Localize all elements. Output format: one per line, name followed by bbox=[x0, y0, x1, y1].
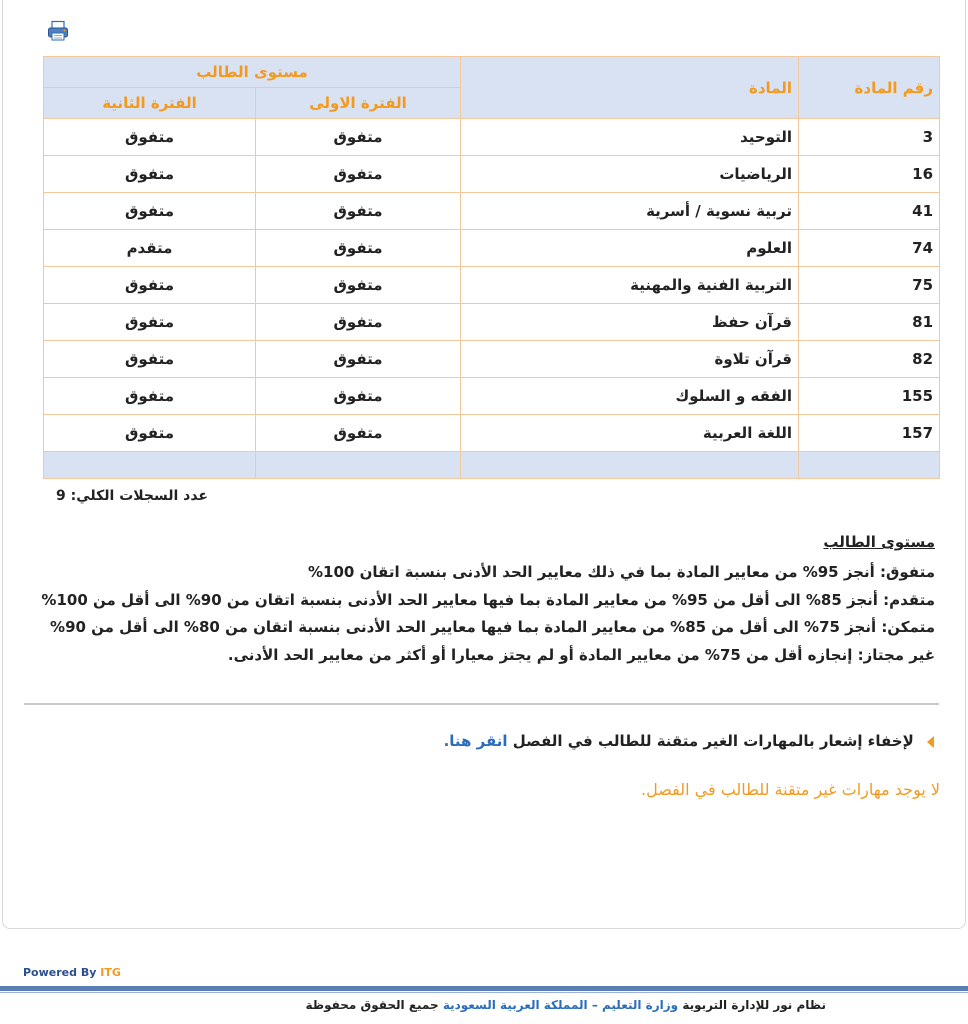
subject-cell: التوحيد bbox=[461, 119, 799, 156]
period-1-cell: متفوق bbox=[256, 156, 461, 193]
hide-skills-link[interactable]: انقر هنا. bbox=[443, 732, 508, 750]
header-period-2: الفترة الثانية bbox=[44, 88, 256, 119]
period-2-cell: متفوق bbox=[44, 119, 256, 156]
period-1-cell: متفوق bbox=[256, 304, 461, 341]
footer-bar bbox=[0, 986, 968, 991]
period-1-cell: متفوق bbox=[256, 341, 461, 378]
table-row bbox=[44, 304, 940, 341]
itg-logo[interactable]: ITG bbox=[100, 966, 121, 979]
period-2-cell: متفوق bbox=[44, 341, 256, 378]
subject-number-cell: 157 bbox=[799, 415, 940, 452]
subject-number-cell: 3 bbox=[799, 119, 940, 156]
hide-skills-text: لإخفاء إشعار بالمهارات الغير متقنة للطالب في الفصل bbox=[512, 732, 914, 750]
table-row bbox=[44, 230, 940, 267]
period-1-cell: متفوق bbox=[256, 119, 461, 156]
subject-cell: الفقه و السلوك bbox=[461, 378, 799, 415]
subject-cell: التربية الفنية والمهنية bbox=[461, 267, 799, 304]
print-icon[interactable] bbox=[47, 20, 69, 42]
table-row bbox=[44, 156, 940, 193]
period-2-cell: متفوق bbox=[44, 378, 256, 415]
legend-line: متمكن: أنجز 75% الى أقل من 85% من معايير المادة بما فيها معايير الحد الأدنى بنسبة اتقان من 80% الى أقل من 90% bbox=[50, 618, 935, 636]
period-2-cell: متفوق bbox=[44, 415, 256, 452]
period-1-cell: متفوق bbox=[256, 415, 461, 452]
subject-number-cell: 75 bbox=[799, 267, 940, 304]
table-row bbox=[44, 193, 940, 230]
grades-table bbox=[43, 56, 940, 479]
subject-cell: اللغة العربية bbox=[461, 415, 799, 452]
record-count-value: 9 bbox=[56, 488, 66, 504]
subject-cell: تربية نسوية / أسرية bbox=[461, 193, 799, 230]
subject-number-cell: 82 bbox=[799, 341, 940, 378]
period-2-cell: متفوق bbox=[44, 156, 256, 193]
footer-bar-thin bbox=[0, 992, 968, 993]
subject-cell: قرآن حفظ bbox=[461, 304, 799, 341]
powered-by bbox=[23, 966, 121, 979]
copyright bbox=[306, 998, 827, 1012]
subject-number-cell: 81 bbox=[799, 304, 940, 341]
level-legend bbox=[35, 533, 935, 669]
period-1-cell: متفوق bbox=[256, 267, 461, 304]
period-1-cell: متفوق bbox=[256, 378, 461, 415]
legend-line: غير مجتاز: إنجازه أقل من 75% من معايير المادة أو لم يجتز معيارا أو أكثر من معايير الحد الأدنى. bbox=[227, 645, 935, 664]
period-1-cell: متفوق bbox=[256, 193, 461, 230]
period-2-cell: متفوق bbox=[44, 193, 256, 230]
period-1-cell: متفوق bbox=[256, 230, 461, 267]
subject-number-cell: 41 bbox=[799, 193, 940, 230]
subject-cell: قرآن تلاوة bbox=[461, 341, 799, 378]
table-row bbox=[44, 378, 940, 415]
legend-line: متفوق: أنجز 95% من معايير المادة بما في ذلك معايير الحد الأدنى بنسبة اتقان 100% bbox=[308, 563, 935, 581]
legend-title: مستوى الطالب bbox=[823, 533, 935, 551]
table-row bbox=[44, 119, 940, 156]
table-footer-row bbox=[44, 452, 940, 479]
divider bbox=[24, 703, 939, 705]
copyright-end: جميع الحقوق محفوظة bbox=[305, 998, 439, 1012]
header-subject: المادة bbox=[461, 57, 799, 119]
hide-skills-notice bbox=[444, 732, 934, 750]
record-count bbox=[56, 488, 208, 504]
subject-cell: العلوم bbox=[461, 230, 799, 267]
period-2-cell: متقدم bbox=[44, 230, 256, 267]
header-student-level: مستوى الطالب bbox=[44, 57, 461, 88]
record-count-label: عدد السجلات الكلي: bbox=[70, 488, 208, 504]
period-2-cell: متفوق bbox=[44, 304, 256, 341]
triangle-left-icon bbox=[927, 736, 934, 748]
copyright-start: نظام نور للإدارة التربوية bbox=[682, 998, 826, 1012]
subject-number-cell: 155 bbox=[799, 378, 940, 415]
header-period-1: الفترة الاولى bbox=[256, 88, 461, 119]
period-2-cell: متفوق bbox=[44, 267, 256, 304]
no-skills-message: لا يوجد مهارات غير متقنة للطالب في الفصل. bbox=[641, 780, 940, 799]
powered-by-label: Powered By bbox=[23, 966, 97, 979]
table-row bbox=[44, 415, 940, 452]
table-row bbox=[44, 341, 940, 378]
subject-number-cell: 74 bbox=[799, 230, 940, 267]
copyright-ministry-link[interactable]: وزارة التعليم – المملكة العربية السعودية bbox=[442, 998, 679, 1012]
subject-number-cell: 16 bbox=[799, 156, 940, 193]
legend-line: متقدم: أنجز 85% الى أقل من 95% من معايير المادة بما فيها معايير الحد الأدنى بنسبة اتقان من 90% الى أقل من 100% bbox=[41, 590, 935, 609]
subject-cell: الرياضيات bbox=[461, 156, 799, 193]
header-subject-number: رقم المادة bbox=[799, 57, 940, 119]
table-row bbox=[44, 267, 940, 304]
